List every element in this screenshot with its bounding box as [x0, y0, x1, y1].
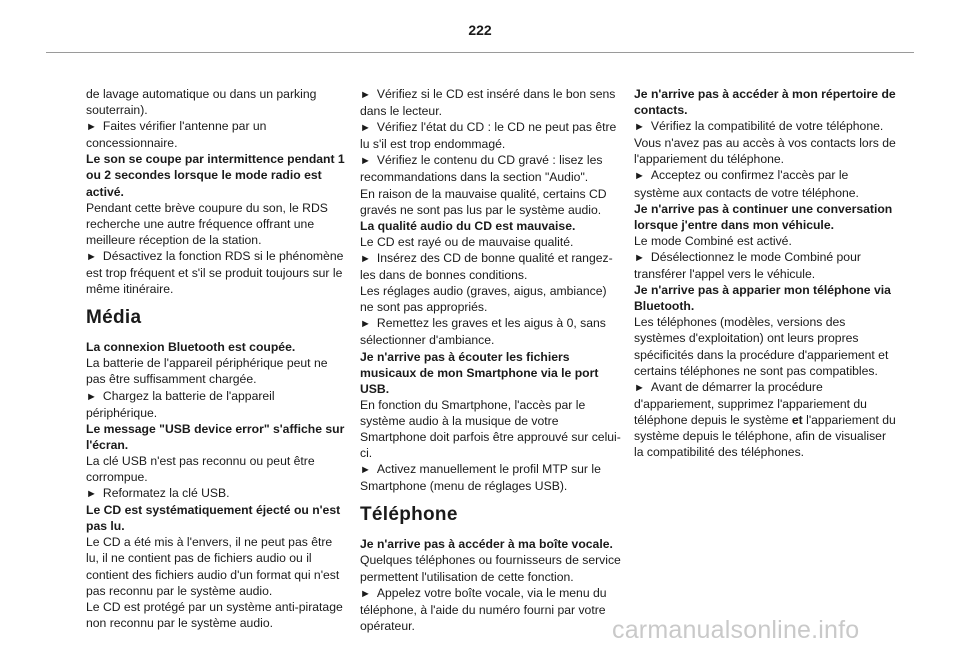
paragraph: La batterie de l'appareil périphérique peut ne pas être suffisamment chargée. [86, 356, 328, 387]
paragraph: Les réglages audio (graves, aigus, ambiance) ne sont pas appropriés. [360, 284, 607, 315]
issue-heading: Le son se coupe par intermittence pendant 1 ou 2 secondes lorsque le mode radio est activé. [86, 152, 345, 199]
paragraph: Vous n'avez pas au accès à vos contacts lors de l'appariement du téléphone. [634, 136, 896, 167]
page-number: 222 [468, 22, 492, 38]
arrow-bullet-icon: ► [360, 155, 371, 168]
paragraph: Le CD est protégé par un système anti-piratage non reconnu par le système audio. [86, 599, 343, 630]
bullet-item: ► Faites vérifier l'antenne par un concessionnaire. [86, 119, 267, 151]
bullet-item: ► Remettez les graves et les aigus à 0, sans sélectionner d'ambiance. [360, 316, 606, 348]
issue-heading: Je n'arrive pas à écouter les fichiers musicaux de mon Smartphone via le port USB. [360, 349, 599, 396]
paragraph: Le mode Combiné est activé. [634, 233, 792, 248]
arrow-bullet-icon: ► [360, 464, 371, 477]
paragraph: Le CD est rayé ou de mauvaise qualité. [360, 234, 574, 249]
section-title-telephone: Téléphone [360, 504, 458, 526]
column-right [634, 86, 896, 460]
bullet-item: ► Chargez la batterie de l'appareil périphérique. [86, 388, 275, 420]
bullet-item: ► Vérifiez l'état du CD : le CD ne peut pas être lu s'il est trop endommagé. [360, 120, 617, 152]
issue-heading: Le CD est systématiquement éjecté ou n'est pas lu. [86, 503, 341, 534]
paragraph: de lavage automatique ou dans un parking souterrain). [86, 87, 317, 118]
paragraph: En fonction du Smartphone, l'accès par le système audio à la musique de votre Smartphone doit parfois être approuvé sur celui-ci. [360, 397, 621, 461]
paragraph: Le CD a été mis à l'envers, il ne peut pas être lu, il ne contient pas de fichiers audio ou il contient des fichiers audio d'un format qui n'est pas reconnu par le système audio. [86, 535, 340, 598]
paragraph: Les téléphones (modèles, versions des systèmes d'exploitation) ont leurs propres spécificités dans la procédure d'appariement et certains téléphones ne sont pas compatibles. [634, 315, 889, 378]
issue-heading: La qualité audio du CD est mauvaise. [360, 218, 576, 233]
paragraph: En raison de la mauvaise qualité, certains CD gravés ne sont pas lus par le système audio. [360, 186, 607, 217]
bullet-item: ► Insérez des CD de bonne qualité et rangez-les dans de bonnes conditions. [360, 250, 613, 283]
arrow-bullet-icon: ► [360, 122, 371, 135]
arrow-bullet-icon: ► [634, 170, 645, 183]
arrow-bullet-icon: ► [360, 318, 371, 331]
arrow-bullet-icon: ► [634, 381, 645, 394]
column-middle [360, 86, 622, 634]
section-title-media: Média [86, 307, 142, 329]
column-left [86, 86, 348, 631]
paragraph: Pendant cette brève coupure du son, le RDS recherche une autre fréquence offrant une meilleure réception de la station. [86, 200, 328, 247]
bullet-item: ► Désactivez la fonction RDS si le phénomène est trop fréquent et s'il se produit toujours sur le même itinéraire. [86, 248, 344, 297]
arrow-bullet-icon: ► [86, 390, 97, 403]
bullet-item: ► Acceptez ou confirmez l'accès par le système aux contacts de votre téléphone. [634, 168, 859, 200]
bullet-item: ► Vérifiez le contenu du CD gravé : lisez les recommandations dans la section "Audio". [360, 153, 603, 185]
issue-heading: Je n'arrive pas à accéder à mon répertoire de contacts. [634, 87, 896, 118]
bullet-item: ► Reformatez la clé USB. [86, 486, 230, 501]
watermark: carmanualsonline.info [612, 616, 860, 644]
bullet-item: ► Avant de démarrer la procédure d'appariement, supprimez l'appariement du téléphone depuis le système et l'appariement du système depuis le téléphone, afin de visualiser la compatibilité des téléphones. [634, 379, 896, 460]
paragraph: Quelques téléphones ou fournisseurs de service permettent l'utilisation de cette fonction. [360, 553, 621, 584]
arrow-bullet-icon: ► [634, 121, 645, 134]
arrow-bullet-icon: ► [360, 587, 371, 600]
paragraph: La clé USB n'est pas reconnu ou peut être corrompue. [86, 453, 315, 484]
arrow-bullet-icon: ► [360, 89, 371, 101]
bullet-item: ► Désélectionnez le mode Combiné pour transférer l'appel vers le véhicule. [634, 249, 861, 282]
issue-heading: Le message "USB device error" s'affiche sur l'écran. [86, 421, 345, 452]
issue-heading: Je n'arrive pas à accéder à ma boîte vocale. [360, 537, 613, 552]
bullet-item: ► Activez manuellement le profil MTP sur le Smartphone (menu de réglages USB). [360, 462, 601, 494]
emphasis-et: et [791, 412, 803, 427]
bullet-item: ► Vérifiez la compatibilité de votre téléphone. [634, 119, 884, 134]
header-divider [46, 52, 914, 53]
arrow-bullet-icon: ► [86, 250, 97, 263]
arrow-bullet-icon: ► [86, 488, 97, 501]
issue-heading: Je n'arrive pas à apparier mon téléphone via Bluetooth. [634, 283, 891, 314]
arrow-bullet-icon: ► [634, 251, 645, 264]
arrow-bullet-icon: ► [360, 252, 371, 265]
issue-heading: Je n'arrive pas à continuer une conversation lorsque j'entre dans mon véhicule. [634, 201, 893, 232]
bullet-item: ► Vérifiez si le CD est inséré dans le bon sens dans le lecteur. [360, 87, 616, 119]
bullet-item: ► Appelez votre boîte vocale, via le menu du téléphone, à l'aide du numéro fourni par votre opérateur. [360, 585, 607, 633]
issue-heading: La connexion Bluetooth est coupée. [86, 340, 296, 355]
arrow-bullet-icon: ► [86, 121, 97, 134]
